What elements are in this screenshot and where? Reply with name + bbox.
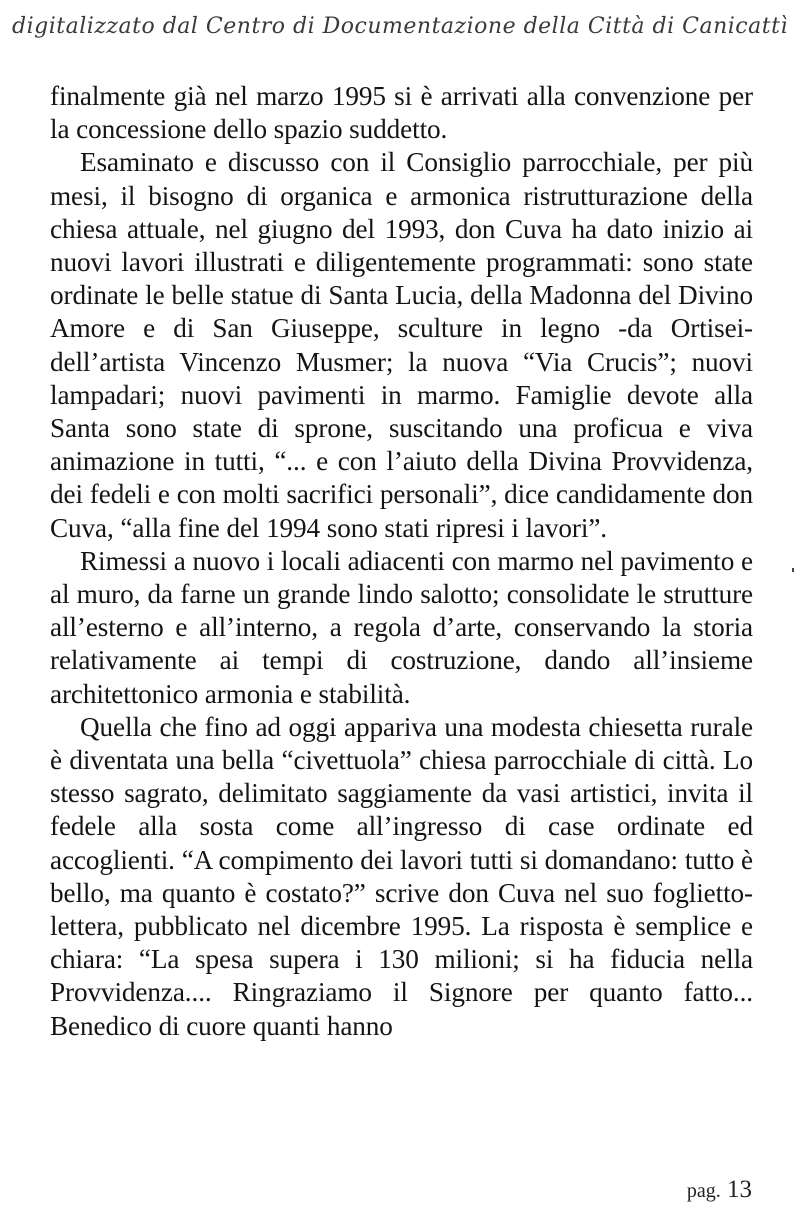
page-number-label: pag. bbox=[686, 1180, 721, 1202]
paragraph-esaminato: Esaminato e discusso con il Consiglio parrocchiale, per più mesi, il bisogno di organica e armonica ristrutturazione della chiesa attuale, nel giugno del 1993, don Cuva ha dato inizio ai nuovi lavori illustrati e diligentemente programmati: sono state ordinate le belle statue di Santa Lucia, della Madonna del Divino Amore e di San Giuseppe, sculture in legno -da Ortisei- dell’artista Vincenzo Musmer; la nuova “Via Crucis”; nuovi lampadari; nuovi pavimenti in marmo. Famiglie devote alla Santa sono state di sprone, suscitando una proficua e viva animazione in tutti, “... e con l’aiuto della Divina Provvidenza, dei fedeli e con molti sacrifici personali”, dice candidamente don Cuva, “alla fine del 1994 sono stati ripresi i lavori”. bbox=[50, 147, 753, 543]
page-number-value: 13 bbox=[727, 1176, 752, 1203]
scan-speck bbox=[792, 568, 794, 572]
paragraph-rimessi: Rimessi a nuovo i locali adiacenti con marmo nel pavimento e al muro, da farne un grande lindo salotto; consolidate le strutture all’esterno e all’interno, a regola d’arte, conservando la storia relativamente ai tempi di costruzione, dando all’insieme architettonico armonia e stabilità. bbox=[50, 545, 753, 709]
page-number bbox=[687, 1176, 752, 1204]
header-watermark: digitalizzato dal Centro di Documentazione della Città di Canicattì bbox=[12, 14, 788, 39]
paragraph-quella: Quella che fino ad oggi appariva una modesta chiesetta rurale è diventata una bella “civettuola” chiesa parrocchiale di città. Lo stesso sagrato, delimitato saggiamente da vasi artistici, invita il fedele alla sosta come all’ingresso di case ordinate ed accoglienti. “A compimento dei lavori tutti si domandano: tutto è bello, ma quanto è costato?” scrive don Cuva nel suo foglietto-lettera, pubblicato nel dicembre 1995. La risposta è semplice e chiara: “La spesa supera i 130 milioni; si ha fiducia nella Provvidenza.... Ringraziamo il Signore per quanto fatto... Benedico di cuore quanti hanno bbox=[50, 711, 753, 1041]
paragraph-continuation: finalmente già nel marzo 1995 si è arrivati alla convenzione per la concessione dello spazio suddetto. bbox=[50, 81, 753, 145]
page-body bbox=[50, 80, 753, 1043]
